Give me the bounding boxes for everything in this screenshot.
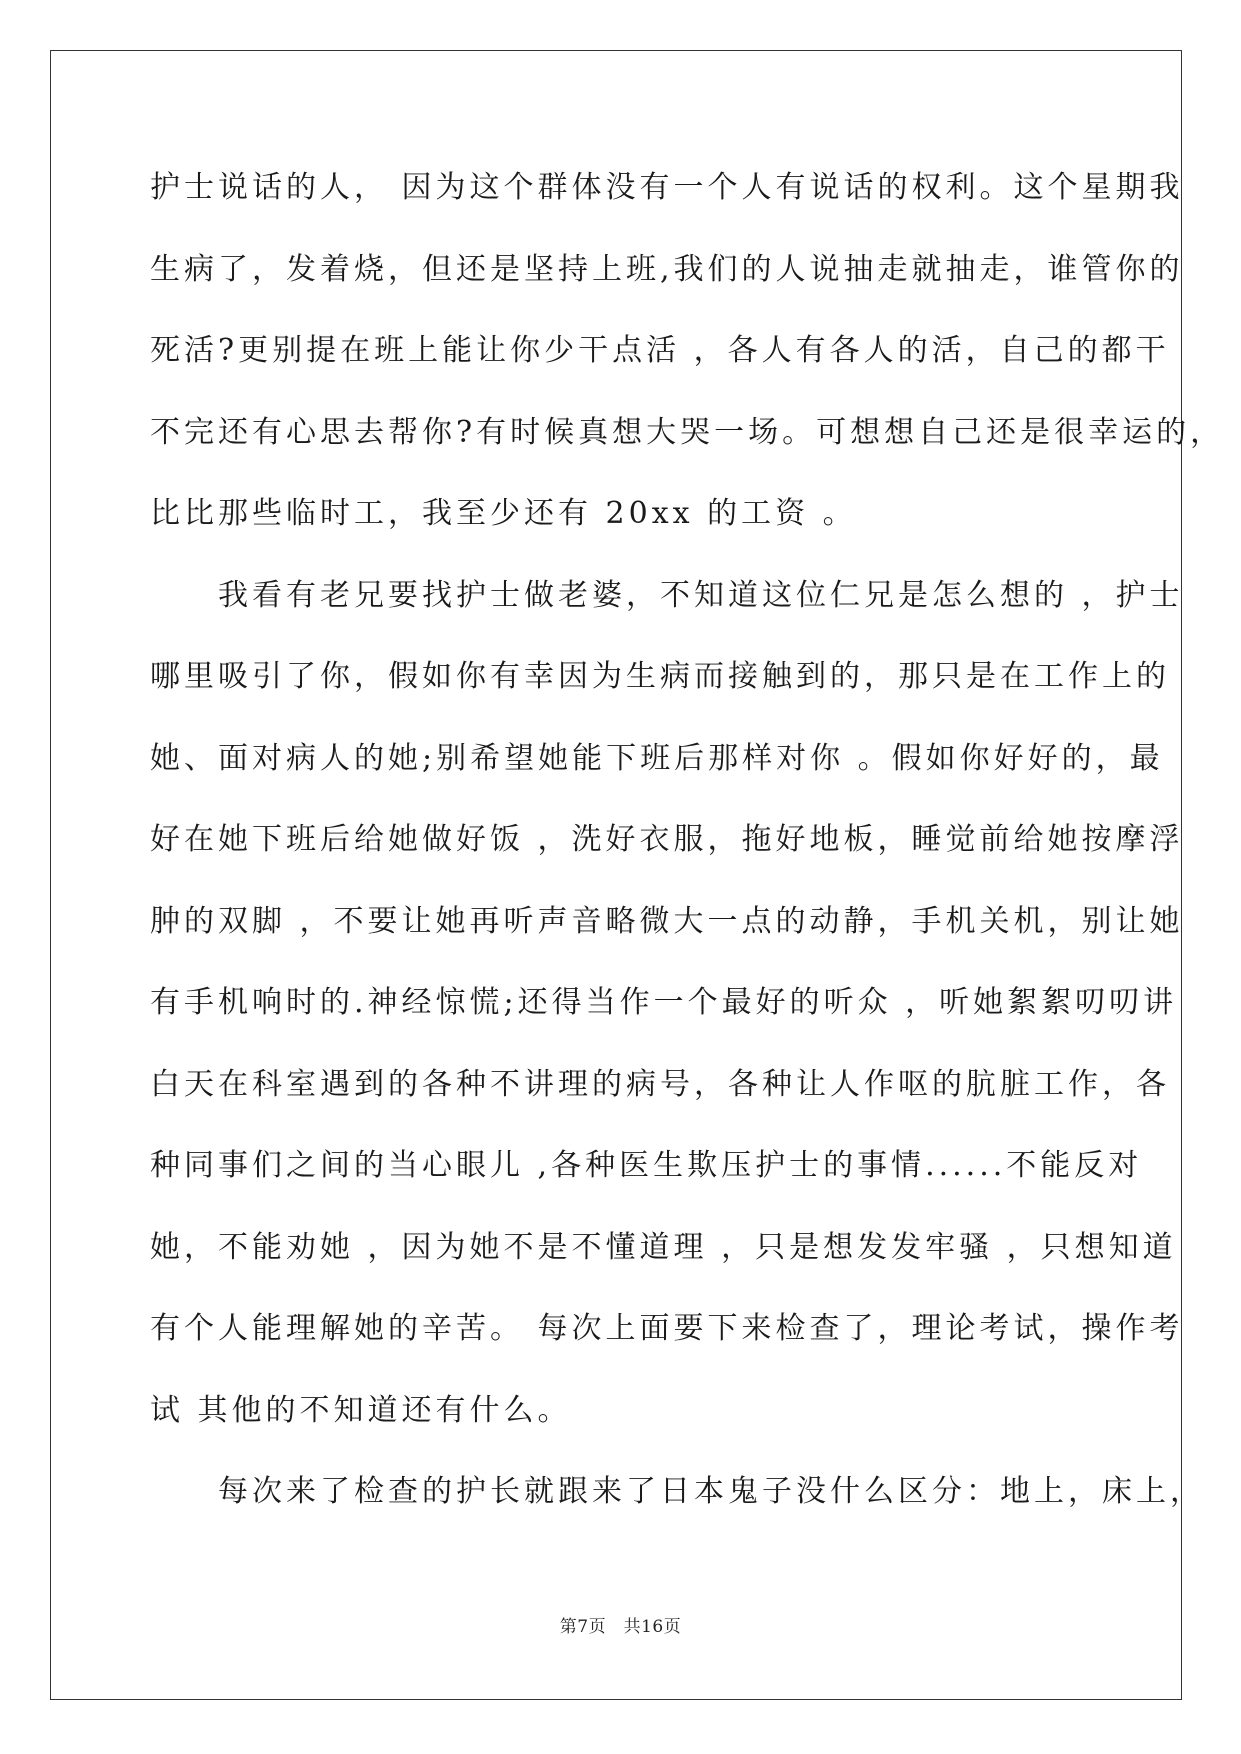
text-line: 死活?更别提在班上能让你少干点活 ，各人有各人的活，自己的都干 xyxy=(150,333,1170,368)
text-line: 不完还有心思去帮你?有时候真想大哭一场。可想想自己还是很幸运的， xyxy=(150,414,1225,450)
text-line: 护士说话的人， 因为这个群体没有一个人有说话的权利。这个星期我 xyxy=(150,170,1184,205)
text-line: 我看有老兄要找护士做老婆，不知道这位仁兄是怎么想的 ，护士 xyxy=(150,577,1184,613)
document-body xyxy=(150,168,1225,1554)
text-line: 白天在科室遇到的各种不讲理的病号，各种让人作呕的肮脏工作，各 xyxy=(150,1066,1170,1102)
text-line: 有手机响时的.神经惊慌;还得当作一个最好的听众 ，听她絮絮叨叨讲 xyxy=(150,985,1178,1020)
text-line: 比比那些临时工，我至少还有 20xx 的工资 。 xyxy=(150,496,857,531)
text-line: 生病了，发着烧，但还是坚持上班,我们的人说抽走就抽走，谁管你的 xyxy=(150,251,1184,287)
text-line: 每次来了检查的护长就跟来了日本鬼子没什么区分：地上，床上， xyxy=(150,1474,1204,1509)
text-line: 她、面对病人的她;别希望她能下班后那样对你 。假如你好好的，最 xyxy=(150,740,1164,776)
text-line: 好在她下班后给她做好饭 ，洗好衣服，拖好地板，睡觉前给她按摩浮 xyxy=(150,822,1184,857)
text-line: 试 其他的不知道还有什么。 xyxy=(150,1392,572,1428)
text-line: 哪里吸引了你，假如你有幸因为生病而接触到的，那只是在工作上的 xyxy=(150,659,1170,694)
text-line: 肿的双脚 ，不要让她再听声音略微大一点的动静，手机关机，别让她 xyxy=(150,903,1184,939)
text-line: 有个人能理解她的辛苦。 每次上面要下来检查了，理论考试，操作考 xyxy=(150,1311,1184,1346)
text-line: 她，不能劝她 ，因为她不是不懂道理 ，只是想发发牢骚 ，只想知道 xyxy=(150,1229,1177,1265)
page-number-footer: 第7页 共16页 xyxy=(559,1617,682,1637)
text-line: 种同事们之间的当心眼儿 ,各种医生欺压护士的事情......不能反对 xyxy=(150,1148,1143,1183)
